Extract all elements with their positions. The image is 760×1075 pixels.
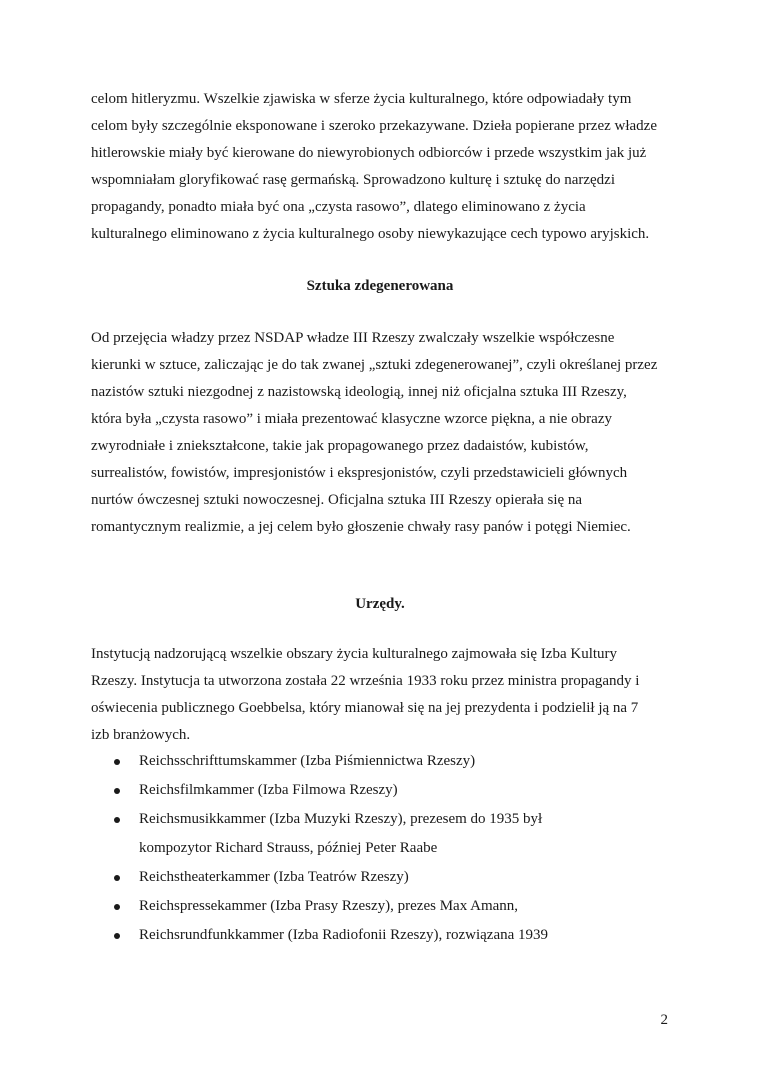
paragraph-offices	[91, 641, 681, 749]
bullet-icon	[114, 904, 120, 910]
list-item	[91, 747, 691, 776]
bullet-icon	[114, 759, 120, 765]
bullet-icon	[114, 788, 120, 794]
list-item-text: Reichsschrifttumskammer (Izba Piśmiennictwa Rzeszy)	[139, 753, 476, 769]
paragraph-line: surrealistów, fowistów, impresjonistów i ekspresjonistów, czyli przedstawicieli głównych	[91, 465, 628, 481]
paragraph-line: propagandy, ponadto miała być ona „czysta rasowo”, dlatego eliminowano z życia	[91, 199, 586, 215]
list-item	[91, 805, 691, 863]
page-number: 2	[660, 1012, 668, 1028]
paragraph-line: Instytucją nadzorującą wszelkie obszary życia kulturalnego zajmowała się Izba Kultury	[91, 646, 618, 662]
bullet-icon	[114, 817, 120, 823]
paragraph-line: celom hitleryzmu. Wszelkie zjawiska w sferze życia kulturalnego, które odpowiadały tym	[91, 91, 632, 107]
paragraph-line: oświecenia publicznego Goebbelsa, który mianował się na jej prezydenta i podzielił ją na 7	[91, 700, 639, 716]
list-item-text: Reichsrundfunkkammer (Izba Radiofonii Rzeszy), rozwiązana 1939	[139, 927, 549, 943]
paragraph-line: romantycznym realizmie, a jej celem było głoszenie chwały rasy panów i potęgi Niemiec.	[91, 519, 631, 535]
paragraph-line: izb branżowych.	[91, 727, 191, 743]
paragraph-line: która była „czysta rasowo” i miała prezentować klasyczne wzorce piękna, a nie obrazy	[91, 411, 612, 427]
paragraph-line: wspomniałam gloryfikować rasę germańską. Sprowadzono kulturę i sztukę do narzędzi	[91, 172, 616, 188]
list-item-text: Reichsmusikkammer (Izba Muzyki Rzeszy), prezesem do 1935 był	[139, 811, 543, 827]
bullet-icon	[114, 875, 120, 881]
list-item-text: Reichstheaterkammer (Izba Teatrów Rzeszy)	[139, 869, 409, 885]
paragraph-line: Rzeszy. Instytucja ta utworzona została 22 września 1933 roku przez ministra propagandy i	[91, 673, 640, 689]
paragraph-degenerate-art	[91, 325, 681, 541]
paragraph-line: celom były szczególnie eksponowane i szeroko przekazywane. Dzieła popierane przez władze	[91, 118, 657, 134]
list-item-text: Reichspressekammer (Izba Prasy Rzeszy), prezes Max Amann,	[139, 898, 519, 914]
list-item	[91, 863, 691, 892]
bullet-icon	[114, 933, 120, 939]
paragraph-line: Od przejęcia władzy przez NSDAP władze III Rzeszy zwalczały wszelkie współczesne	[91, 330, 615, 346]
section-heading-degenerate-art: Sztuka zdegenerowana	[306, 278, 454, 294]
list-item	[91, 892, 691, 921]
paragraph-line: hitlerowskie miały być kierowane do niewyrobionych odbiorców i przede wszystkim jak już	[91, 145, 647, 161]
paragraph-line: kierunki w sztuce, zaliczając je do tak zwanej „sztuki zdegenerowanej”, czyli określanej przez	[91, 357, 658, 373]
paragraph-line: nurtów ówczesnej sztuki nowoczesnej. Oficjalna sztuka III Rzeszy opierała się na	[91, 492, 583, 508]
chambers-list	[91, 747, 691, 950]
paragraph-line: zwyrodniałe i zniekształcone, takie jak propagowanego przez dadaistów, kubistów,	[91, 438, 589, 454]
paragraph-intro	[91, 86, 681, 248]
list-item-text: Reichsfilmkammer (Izba Filmowa Rzeszy)	[139, 782, 398, 798]
list-item	[91, 921, 691, 950]
list-item	[91, 776, 691, 805]
paragraph-line: kulturalnego eliminowano z życia kulturalnego osoby niewykazujące cech typowo aryjskich.	[91, 226, 650, 242]
section-heading-offices: Urzędy.	[355, 596, 405, 612]
list-item-text: kompozytor Richard Strauss, później Peter Raabe	[139, 840, 438, 856]
paragraph-line: nazistów sztuki niezgodnej z nazistowską ideologią, innej niż oficjalna sztuka III Rzeszy,	[91, 384, 627, 400]
